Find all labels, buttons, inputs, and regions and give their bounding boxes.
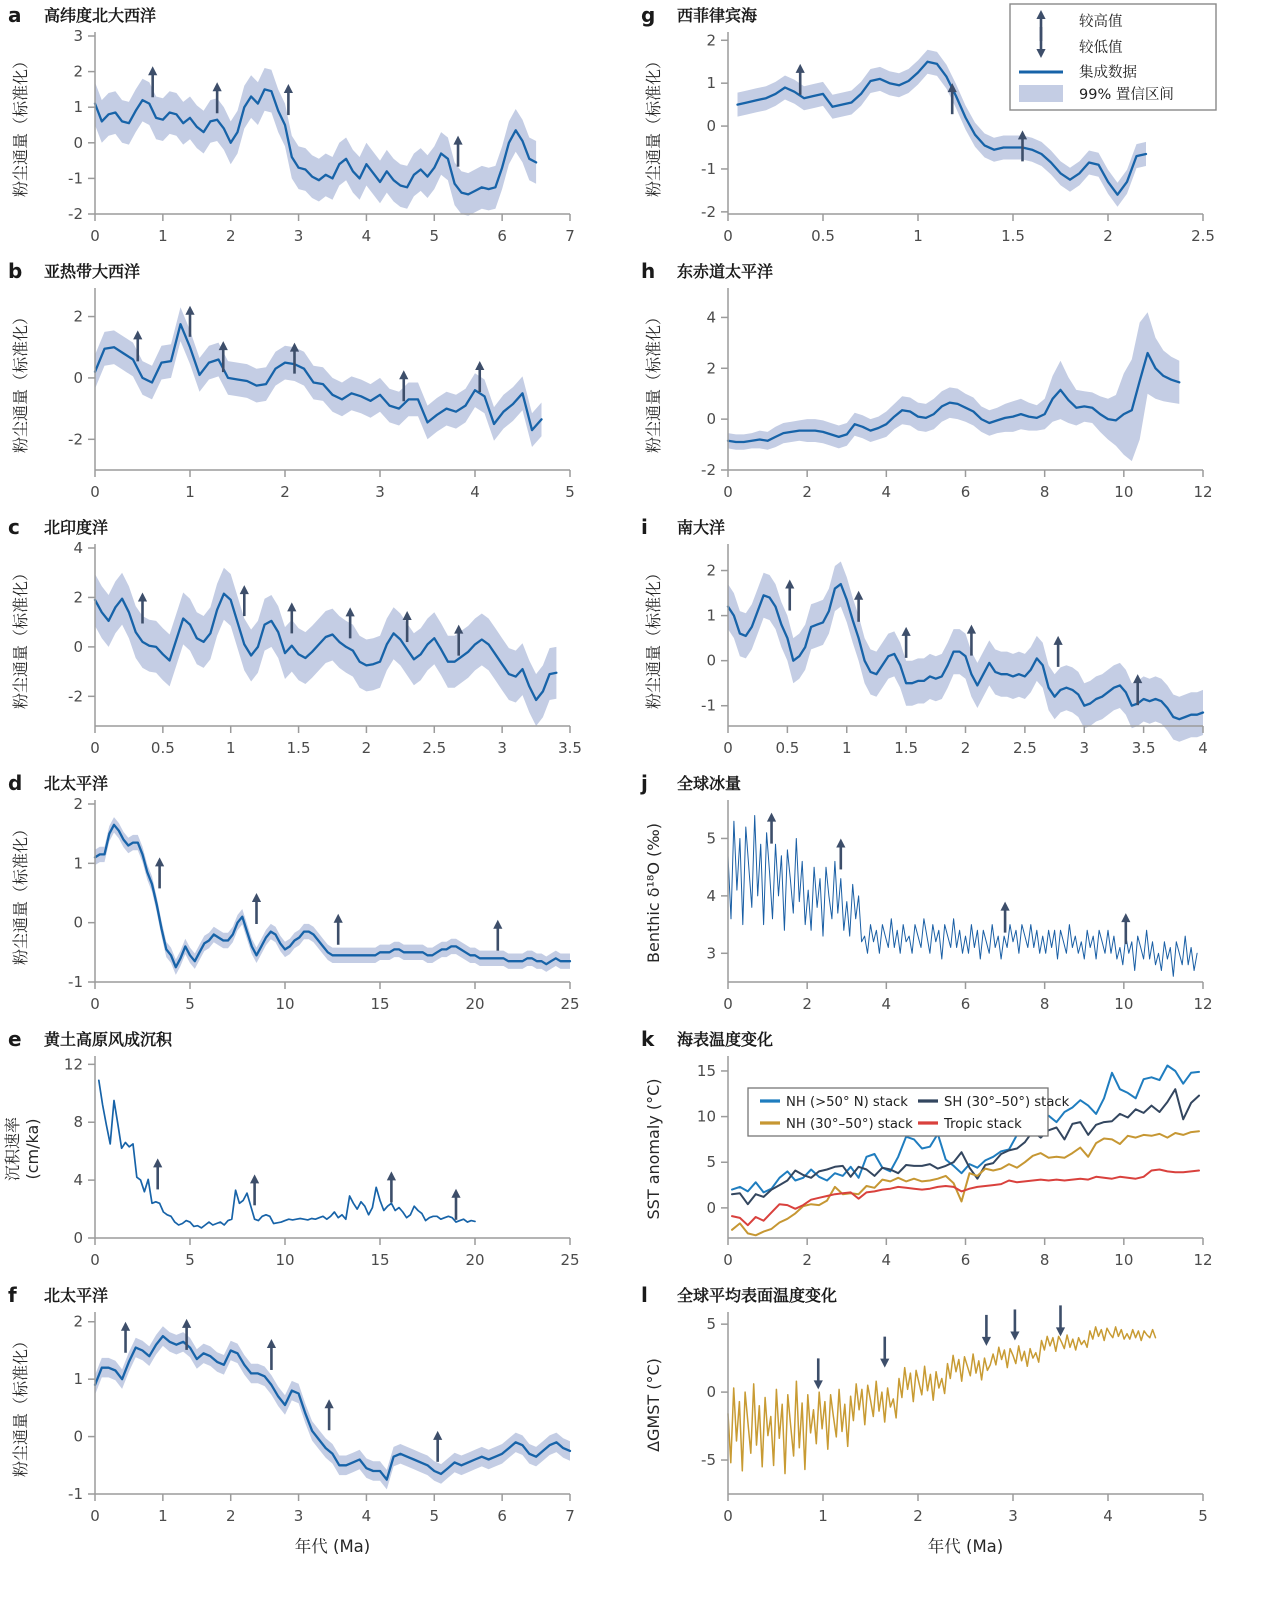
svg-text:黄土高原风成沉积: 黄土高原风成沉积 (44, 1030, 173, 1049)
svg-text:4: 4 (881, 995, 892, 1013)
svg-text:2: 2 (802, 483, 812, 501)
svg-text:3: 3 (375, 483, 385, 501)
svg-text:粉尘通量（标准化）: 粉尘通量（标准化） (644, 564, 663, 710)
svg-text:较低值: 较低值 (1079, 40, 1123, 56)
arrow-up-icon (252, 893, 261, 924)
panel-e (0, 1024, 633, 1280)
svg-text:0: 0 (73, 368, 83, 387)
arrow-up-icon (334, 914, 343, 945)
svg-text:-1: -1 (68, 169, 83, 188)
svg-text:20: 20 (465, 995, 485, 1013)
svg-text:12: 12 (63, 1055, 83, 1074)
svg-text:4: 4 (73, 1171, 83, 1190)
svg-text:1: 1 (73, 1370, 83, 1389)
svg-text:-5: -5 (701, 1451, 716, 1470)
arrow-up-icon (493, 920, 502, 951)
svg-text:l: l (641, 1283, 648, 1307)
arrow-up-icon (453, 136, 462, 167)
svg-text:-2: -2 (68, 205, 83, 223)
svg-text:0: 0 (706, 1383, 716, 1402)
svg-text:1.5: 1.5 (286, 739, 311, 757)
svg-text:6: 6 (960, 483, 971, 501)
svg-text:g: g (641, 3, 656, 27)
svg-text:粉尘通量（标准化）: 粉尘通量（标准化） (644, 52, 663, 198)
svg-text:2: 2 (802, 1251, 812, 1269)
svg-text:4: 4 (1103, 1507, 1113, 1525)
svg-text:5: 5 (429, 1507, 440, 1525)
panel-b (0, 256, 633, 512)
series-j-0 (728, 816, 1197, 977)
svg-text:0: 0 (73, 1427, 83, 1446)
arrow-up-icon (267, 1339, 276, 1370)
svg-text:较高值: 较高值 (1079, 14, 1123, 30)
svg-text:6: 6 (497, 227, 507, 245)
svg-text:12: 12 (1193, 995, 1213, 1013)
svg-text:1: 1 (706, 74, 716, 93)
svg-text:4: 4 (706, 886, 716, 905)
arrow-up-icon (785, 580, 794, 611)
panel-f-chart (0, 1280, 633, 1612)
arrow-up-icon (153, 1158, 162, 1189)
svg-text:SST anomaly (°C): SST anomaly (°C) (644, 1078, 663, 1220)
legend-band-swatch (1019, 85, 1063, 102)
svg-text:0: 0 (90, 227, 100, 245)
svg-text:0: 0 (723, 739, 733, 757)
svg-text:北太平洋: 北太平洋 (44, 1286, 109, 1305)
svg-text:-2: -2 (68, 430, 83, 449)
svg-text:1: 1 (185, 483, 195, 501)
svg-text:粉尘通量（标准化）: 粉尘通量（标准化） (11, 308, 30, 454)
svg-text:Tropic stack: Tropic stack (944, 1117, 1022, 1132)
svg-text:0: 0 (73, 1229, 83, 1247)
svg-text:j: j (641, 771, 648, 795)
svg-text:0: 0 (723, 483, 733, 501)
svg-text:全球冰量: 全球冰量 (677, 774, 742, 793)
panel-b-chart (0, 256, 633, 512)
series-e-0 (99, 1080, 475, 1228)
svg-text:2: 2 (706, 561, 716, 580)
svg-text:10: 10 (275, 1251, 295, 1269)
main-legend (1010, 4, 1216, 110)
svg-text:1: 1 (913, 227, 923, 245)
svg-text:7: 7 (565, 1507, 575, 1525)
svg-text:4: 4 (361, 1507, 372, 1525)
svg-text:12: 12 (1193, 1251, 1213, 1269)
arrow-up-icon (1000, 902, 1009, 933)
svg-text:-1: -1 (701, 159, 716, 178)
svg-text:4: 4 (881, 1251, 892, 1269)
svg-text:粉尘通量（标准化）: 粉尘通量（标准化） (11, 564, 30, 710)
svg-text:粉尘通量（标准化）: 粉尘通量（标准化） (11, 820, 30, 966)
svg-text:h: h (641, 259, 656, 283)
svg-text:0: 0 (706, 651, 716, 670)
svg-text:-1: -1 (68, 1485, 83, 1503)
svg-text:3: 3 (706, 944, 716, 963)
svg-text:1: 1 (225, 739, 236, 757)
svg-text:3: 3 (497, 739, 507, 757)
svg-text:15: 15 (370, 995, 390, 1013)
panel-j (633, 768, 1266, 1024)
svg-text:3.5: 3.5 (558, 739, 582, 757)
sst-legend (748, 1088, 1070, 1136)
svg-text:8: 8 (1039, 1251, 1050, 1269)
arrow-down-icon (880, 1337, 889, 1368)
svg-text:亚热带大西洋: 亚热带大西洋 (44, 262, 141, 281)
svg-text:0: 0 (706, 117, 716, 136)
svg-text:2.5: 2.5 (422, 739, 447, 757)
svg-text:0.5: 0.5 (811, 227, 835, 245)
svg-text:-2: -2 (701, 461, 716, 479)
svg-text:8: 8 (1039, 483, 1050, 501)
panel-k-chart (633, 1024, 1266, 1280)
svg-text:Benthic δ¹⁸O (‰): Benthic δ¹⁸O (‰) (644, 823, 663, 963)
svg-text:0: 0 (90, 483, 100, 501)
svg-text:5: 5 (706, 829, 716, 848)
svg-text:10: 10 (696, 1107, 716, 1126)
svg-text:年代 (Ma): 年代 (Ma) (927, 1537, 1004, 1556)
panel-a-chart (0, 0, 633, 256)
arrow-down-icon (982, 1315, 991, 1346)
panel-a (0, 0, 633, 256)
svg-text:12: 12 (1193, 483, 1213, 501)
svg-text:3.5: 3.5 (1131, 739, 1156, 757)
svg-text:2: 2 (913, 1507, 923, 1525)
svg-text:南大洋: 南大洋 (677, 518, 726, 537)
svg-text:2: 2 (706, 31, 716, 50)
arrow-up-icon (1054, 636, 1063, 667)
svg-text:4: 4 (1198, 739, 1208, 757)
svg-text:0: 0 (73, 637, 83, 656)
confidence-band (728, 562, 1203, 742)
svg-text:全球平均表面温度变化: 全球平均表面温度变化 (677, 1286, 838, 1305)
svg-text:25: 25 (560, 995, 580, 1013)
svg-text:集成数据: 集成数据 (1079, 65, 1137, 81)
svg-text:10: 10 (275, 995, 295, 1013)
panel-e-chart (0, 1024, 633, 1280)
panel-k (633, 1024, 1266, 1280)
svg-text:6: 6 (960, 995, 971, 1013)
svg-text:0: 0 (90, 1251, 100, 1269)
svg-text:0: 0 (723, 995, 733, 1013)
svg-text:1: 1 (158, 1507, 168, 1525)
svg-text:2: 2 (1103, 227, 1113, 245)
svg-text:2: 2 (802, 995, 812, 1013)
arrow-up-icon (325, 1399, 334, 1430)
arrow-up-icon (836, 838, 845, 869)
svg-text:15: 15 (696, 1061, 716, 1080)
panel-l (633, 1280, 1266, 1612)
series-l-0 (728, 1327, 1156, 1474)
svg-text:粉尘通量（标准化）: 粉尘通量（标准化） (644, 308, 663, 454)
svg-text:0: 0 (723, 1251, 733, 1269)
panel-h (633, 256, 1266, 512)
svg-text:1: 1 (73, 98, 83, 117)
svg-text:k: k (641, 1027, 655, 1051)
svg-text:4: 4 (73, 539, 83, 557)
svg-text:1.5: 1.5 (1001, 227, 1025, 245)
svg-text:-2: -2 (68, 687, 83, 706)
panel-h-chart (633, 256, 1266, 512)
confidence-band (95, 307, 542, 447)
svg-text:4: 4 (706, 308, 716, 327)
panel-i (633, 512, 1266, 768)
svg-text:1.5: 1.5 (894, 739, 919, 757)
svg-text:5: 5 (429, 227, 440, 245)
svg-text:0: 0 (73, 133, 83, 152)
svg-text:0: 0 (723, 227, 733, 245)
svg-text:0: 0 (90, 1507, 100, 1525)
svg-text:粉尘通量（标准化）: 粉尘通量（标准化） (11, 52, 30, 198)
svg-text:8: 8 (73, 1113, 83, 1132)
svg-text:3: 3 (1079, 739, 1090, 757)
svg-text:1: 1 (158, 227, 168, 245)
svg-text:2: 2 (225, 227, 236, 245)
svg-text:-2: -2 (701, 202, 716, 221)
svg-text:2: 2 (73, 1312, 83, 1331)
panel-i-chart (633, 512, 1266, 768)
svg-text:5: 5 (1198, 1507, 1208, 1525)
svg-text:2: 2 (73, 795, 83, 813)
panel-c-chart (0, 512, 633, 768)
svg-text:5: 5 (706, 1153, 716, 1172)
svg-text:0: 0 (90, 739, 100, 757)
svg-text:5: 5 (185, 1251, 195, 1269)
svg-text:NH (30°–50°) stack: NH (30°–50°) stack (786, 1117, 913, 1132)
panel-f (0, 1280, 633, 1612)
svg-text:2: 2 (225, 1507, 236, 1525)
svg-text:沉积速率: 沉积速率 (3, 1116, 22, 1182)
panel-j-chart (633, 768, 1266, 1024)
svg-text:f: f (8, 1283, 17, 1307)
svg-text:1: 1 (706, 606, 716, 625)
svg-text:2: 2 (73, 307, 83, 326)
svg-text:99% 置信区间: 99% 置信区间 (1079, 87, 1174, 103)
svg-text:粉尘通量（标准化）: 粉尘通量（标准化） (11, 1332, 30, 1478)
svg-text:0: 0 (73, 913, 83, 932)
svg-text:8: 8 (1039, 995, 1050, 1013)
svg-text:2: 2 (73, 588, 83, 607)
confidence-band (728, 312, 1179, 461)
svg-text:西菲律宾海: 西菲律宾海 (677, 6, 758, 25)
svg-text:0: 0 (90, 995, 100, 1013)
svg-text:1: 1 (73, 854, 83, 873)
svg-text:(cm/ka): (cm/ka) (23, 1118, 42, 1180)
arrow-up-icon (433, 1431, 442, 1462)
arrow-down-icon (1010, 1309, 1019, 1340)
arrow-down-icon (814, 1358, 823, 1389)
svg-text:5: 5 (706, 1315, 716, 1334)
confidence-band (95, 817, 570, 975)
svg-text:4: 4 (881, 483, 892, 501)
svg-text:e: e (8, 1027, 22, 1051)
svg-text:c: c (8, 515, 20, 539)
arrow-up-icon (155, 857, 164, 888)
svg-text:6: 6 (960, 1251, 971, 1269)
svg-text:SH (30°–50°) stack: SH (30°–50°) stack (944, 1095, 1070, 1110)
svg-text:年代 (Ma): 年代 (Ma) (294, 1537, 371, 1556)
svg-text:4: 4 (361, 227, 372, 245)
svg-text:b: b (8, 259, 23, 283)
svg-text:北太平洋: 北太平洋 (44, 774, 109, 793)
svg-text:东赤道太平洋: 东赤道太平洋 (677, 262, 774, 281)
panel-d (0, 768, 633, 1024)
svg-text:3: 3 (293, 227, 304, 245)
svg-text:2: 2 (706, 359, 716, 378)
svg-text:2: 2 (960, 739, 971, 757)
panel-c (0, 512, 633, 768)
svg-text:2: 2 (73, 62, 83, 81)
svg-text:d: d (8, 771, 23, 795)
arrow-up-icon (121, 1322, 130, 1353)
svg-text:3: 3 (73, 27, 83, 45)
svg-text:1: 1 (818, 1507, 828, 1525)
arrow-up-icon (451, 1189, 460, 1220)
svg-text:ΔGMST (°C): ΔGMST (°C) (644, 1358, 663, 1452)
svg-text:1: 1 (841, 739, 852, 757)
svg-text:0.5: 0.5 (150, 739, 175, 757)
series-k-2 (732, 1131, 1199, 1235)
arrow-up-icon (387, 1171, 396, 1202)
svg-text:0: 0 (723, 1507, 733, 1525)
svg-text:0: 0 (706, 1198, 716, 1217)
arrow-up-icon (250, 1174, 259, 1205)
svg-text:高纬度北大西洋: 高纬度北大西洋 (44, 6, 157, 25)
svg-text:3: 3 (1008, 1507, 1018, 1525)
svg-text:-1: -1 (68, 973, 83, 991)
svg-text:2.5: 2.5 (1012, 739, 1037, 757)
svg-text:a: a (8, 3, 22, 27)
svg-text:2: 2 (280, 483, 290, 501)
svg-text:北印度洋: 北印度洋 (44, 518, 109, 537)
panel-g-chart (633, 0, 1266, 256)
svg-text:6: 6 (497, 1507, 507, 1525)
arrow-up-icon (767, 813, 776, 844)
svg-text:15: 15 (370, 1251, 390, 1269)
svg-text:0: 0 (706, 410, 716, 429)
svg-text:海表温度变化: 海表温度变化 (677, 1030, 774, 1049)
svg-text:2: 2 (361, 739, 372, 757)
svg-text:2.5: 2.5 (1191, 227, 1215, 245)
svg-text:4: 4 (470, 483, 480, 501)
svg-text:-1: -1 (701, 696, 716, 715)
svg-text:NH (>50° N) stack: NH (>50° N) stack (786, 1095, 908, 1110)
svg-text:20: 20 (465, 1251, 485, 1269)
svg-text:i: i (641, 515, 648, 539)
svg-text:3: 3 (293, 1507, 304, 1525)
svg-text:25: 25 (560, 1251, 580, 1269)
panel-g (633, 0, 1266, 256)
svg-text:7: 7 (565, 227, 575, 245)
confidence-band (95, 568, 556, 726)
svg-text:5: 5 (185, 995, 195, 1013)
arrow-down-icon (1056, 1305, 1065, 1336)
svg-text:10: 10 (1114, 995, 1134, 1013)
svg-text:10: 10 (1114, 483, 1134, 501)
svg-text:10: 10 (1114, 1251, 1134, 1269)
svg-text:5: 5 (565, 483, 575, 501)
panel-d-chart (0, 768, 633, 1024)
panel-l-chart (633, 1280, 1266, 1612)
arrow-up-icon (1121, 913, 1130, 944)
svg-text:0.5: 0.5 (775, 739, 800, 757)
